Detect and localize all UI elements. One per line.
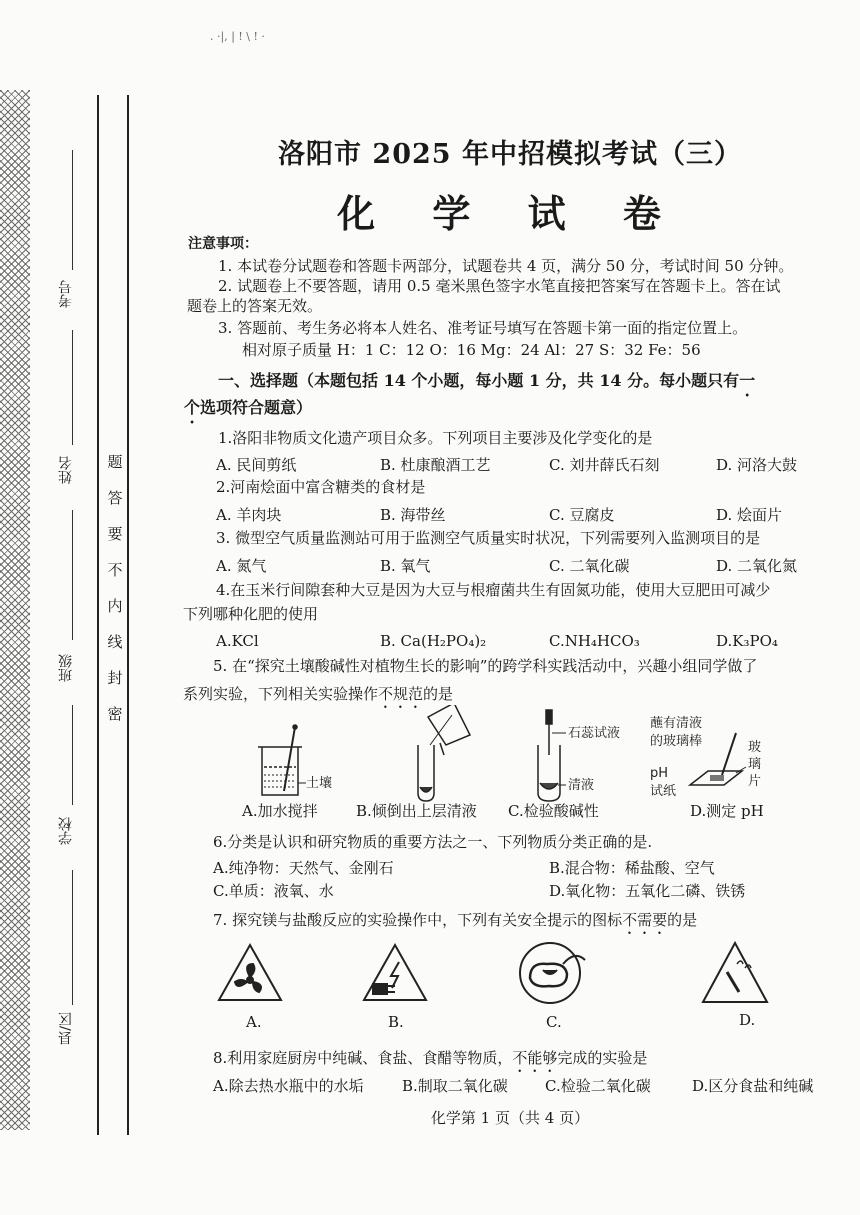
class-line — [72, 510, 73, 640]
school-line — [72, 705, 73, 805]
q5-option-a: A.加水搅拌 — [242, 802, 318, 820]
q1-option-b: B. 杜康酿酒工艺 — [380, 456, 491, 474]
q4-stem-line2: 下列哪种化肥的使用 — [183, 605, 319, 623]
beaker-stirring-icon — [258, 725, 306, 795]
section-header-text: 一、选择题（本题包括 14 个小题，每小题 1 分，共 14 分。每小题只有 — [218, 371, 740, 390]
q7-stem — [213, 910, 697, 938]
q5-stem-text: 系列实验，下列相关实验操作 — [183, 685, 379, 703]
class-field — [56, 654, 76, 682]
q2-option-c: C. 豆腐皮 — [549, 506, 615, 524]
electric-hazard-icon — [364, 945, 426, 1000]
page-top-mark: . ·|, | ! \ ! · — [210, 30, 265, 43]
name-field — [56, 456, 76, 484]
q7-option-d: D. — [739, 1011, 756, 1029]
seal-char: 不 — [107, 561, 123, 579]
seal-char: 封 — [107, 669, 123, 687]
q5-option-b: B.倾倒出上层清液 — [356, 802, 477, 820]
q3-option-b: B. 氧气 — [380, 557, 431, 575]
ph-paper-label: 试纸 — [650, 784, 677, 799]
seal-char: 要 — [107, 525, 123, 543]
q4-option-d: D.K₃PO₄ — [716, 632, 778, 650]
q6-option-d: D.氧化物：五氧化二磷、铁锈 — [549, 882, 746, 900]
seal-char: 密 — [107, 705, 123, 723]
soil-label: 土壤 — [306, 776, 333, 791]
county-field — [56, 1012, 76, 1045]
county-label: 县/区 — [58, 1012, 74, 1045]
q4-option-a: A.KCl — [216, 632, 259, 650]
page-footer: 化学第 1 页（共 4 页） — [430, 1109, 590, 1127]
q1-option-c: C. 刘井薛氏石刻 — [549, 456, 660, 474]
hot-surface-icon — [520, 943, 585, 1003]
q6-option-a: A.纯净物：天然气、金刚石 — [213, 859, 394, 877]
section-header-emph: 个 — [184, 398, 201, 417]
q8-stem — [213, 1048, 647, 1076]
q4-stem-line1: 4.在玉米行间隙套种大豆是因为大豆与根瘤菌共生有固氮功能，使用大豆肥田可减少 — [216, 581, 771, 599]
glass-label-2: 璃 — [748, 757, 762, 772]
q3-option-c: C. 二氧化碳 — [549, 557, 630, 575]
section-header-line1 — [218, 371, 755, 400]
q5-option-d: D.测定 pH — [690, 802, 764, 820]
q1-option-d: D. 河洛大鼓 — [716, 456, 798, 474]
seal-char: 答 — [107, 489, 123, 507]
chemical-safety-icon — [703, 943, 767, 1002]
q8-option-b: B.制取二氧化碳 — [402, 1077, 508, 1095]
q5-apparatus-figures — [240, 705, 800, 805]
exam-number-label: 考号 — [58, 280, 74, 308]
binding-line-1 — [97, 95, 99, 1135]
q8-stem-text: 8.利用家庭厨房中纯碱、食盐、食醋等物质， — [213, 1049, 513, 1067]
pouring-icon — [418, 705, 470, 801]
school-field — [56, 817, 76, 845]
seal-char: 题 — [107, 453, 123, 471]
q8-stem-emph: 不能够 — [512, 1049, 558, 1067]
seal-char: 线 — [107, 633, 123, 651]
q7-stem-text: 的是 — [667, 911, 698, 929]
name-label: 姓名 — [58, 456, 74, 484]
q6-option-c: C.单质：液氧、水 — [213, 882, 334, 900]
q7-option-b: B. — [388, 1013, 404, 1031]
q7-stem-emph: 不需要 — [622, 911, 668, 929]
q8-option-a: A.除去热水瓶中的水垢 — [213, 1077, 364, 1095]
seal-char: 内 — [107, 597, 123, 615]
q5-stem-emph: 不规范 — [378, 685, 424, 703]
q2-option-d: D. 烩面片 — [716, 506, 783, 524]
notes-heading: 注意事项： — [188, 236, 258, 252]
clear-liquid-label: 清液 — [568, 778, 595, 793]
rod-label-line1: 蘸有清液 — [650, 716, 703, 731]
q7-option-a: A. — [246, 1013, 262, 1031]
q3-option-d: D. 二氧化氮 — [716, 557, 798, 575]
exam-number-field — [56, 280, 76, 308]
q4-option-b: B. Ca(H₂PO₄)₂ — [380, 632, 487, 650]
q1-option-a: A. 民间剪纸 — [216, 456, 297, 474]
litmus-label: 石蕊试液 — [568, 726, 621, 741]
rod-label-line2: 的玻璃棒 — [650, 734, 703, 749]
q4-option-c: C.NH₄HCO₃ — [549, 632, 640, 650]
note-3: 3. 答题前、考生务必将本人姓名、准考证号填写在答题卡第一面的指定位置上。 — [218, 319, 748, 337]
section-header-text: 选项符合题意） — [200, 398, 313, 417]
q5-stem-line1: 5. 在“探究土壤酸碱性对植物生长的影响”的跨学科实践活动中，兴趣小组同学做了 — [213, 657, 758, 675]
section-header-emph: 一 — [739, 371, 756, 390]
note-2: 2. 试题卷上不要答题，请用 0.5 毫米黑色签字水笔直接把答案写在答题卡上。答在试 — [218, 277, 781, 295]
atomic-mass: 相对原子质量 H：1 C：12 O：16 Mg：24 Al：27 S：32 Fe：56 — [242, 341, 701, 359]
ventilation-fan-icon — [219, 945, 281, 1000]
q8-option-c: C.检验二氧化碳 — [545, 1077, 651, 1095]
q2-option-b: B. 海带丝 — [380, 506, 446, 524]
q5-stem-text: 的是 — [423, 685, 454, 703]
q7-stem-text: 7. 探究镁与盐酸反应的实验操作中，下列有关安全提示的图标 — [213, 911, 623, 929]
q8-option-d: D.区分食盐和纯碱 — [692, 1077, 814, 1095]
county-line — [72, 870, 73, 1005]
note-2-cont: 题卷上的答案无效。 — [187, 297, 323, 315]
exam-title: 洛阳市 2025 年中招模拟考试（三） — [278, 139, 742, 170]
q2-stem: 2.河南烩面中富含糖类的食材是 — [216, 478, 426, 496]
q7-option-c: C. — [546, 1013, 562, 1031]
exam-subtitle: 化 学 试 卷 — [337, 191, 683, 236]
name-line — [72, 330, 73, 445]
glass-label-1: 玻 — [748, 740, 762, 755]
school-label: 学校 — [58, 817, 74, 845]
q3-option-a: A. 氮气 — [216, 557, 267, 575]
note-1: 1. 本试卷分试题卷和答题卡两部分，试题卷共 4 页，满分 50 分，考试时间 50 分钟。 — [218, 257, 794, 275]
q2-option-a: A. 羊肉块 — [216, 506, 282, 524]
seal-line-text — [103, 455, 127, 743]
q3-stem: 3. 微型空气质量监测站可用于监测空气质量实时状况，下列需要列入监测项目的是 — [216, 529, 761, 547]
q6-option-b: B.混合物：稀盐酸、空气 — [549, 859, 715, 877]
q6-stem: 6.分类是认识和研究物质的重要方法之一、下列物质分类正确的是. — [213, 833, 653, 851]
dropper-testing-icon — [538, 710, 566, 801]
q5-option-c: C.检验酸碱性 — [508, 802, 599, 820]
exam-number-line — [72, 150, 73, 270]
section-header-line2 — [184, 398, 312, 427]
q7-safety-icons — [215, 940, 795, 1010]
binding-line-2 — [127, 95, 129, 1135]
ph-label: pH — [650, 766, 669, 781]
class-label: 班级 — [58, 654, 74, 682]
q1-stem: 1.洛阳非物质文化遗产项目众多。下列项目主要涉及化学变化的是 — [218, 429, 653, 447]
binding-hatch — [0, 90, 30, 1130]
q8-stem-text: 完成的实验是 — [557, 1049, 648, 1067]
glass-label-3: 片 — [748, 774, 762, 789]
